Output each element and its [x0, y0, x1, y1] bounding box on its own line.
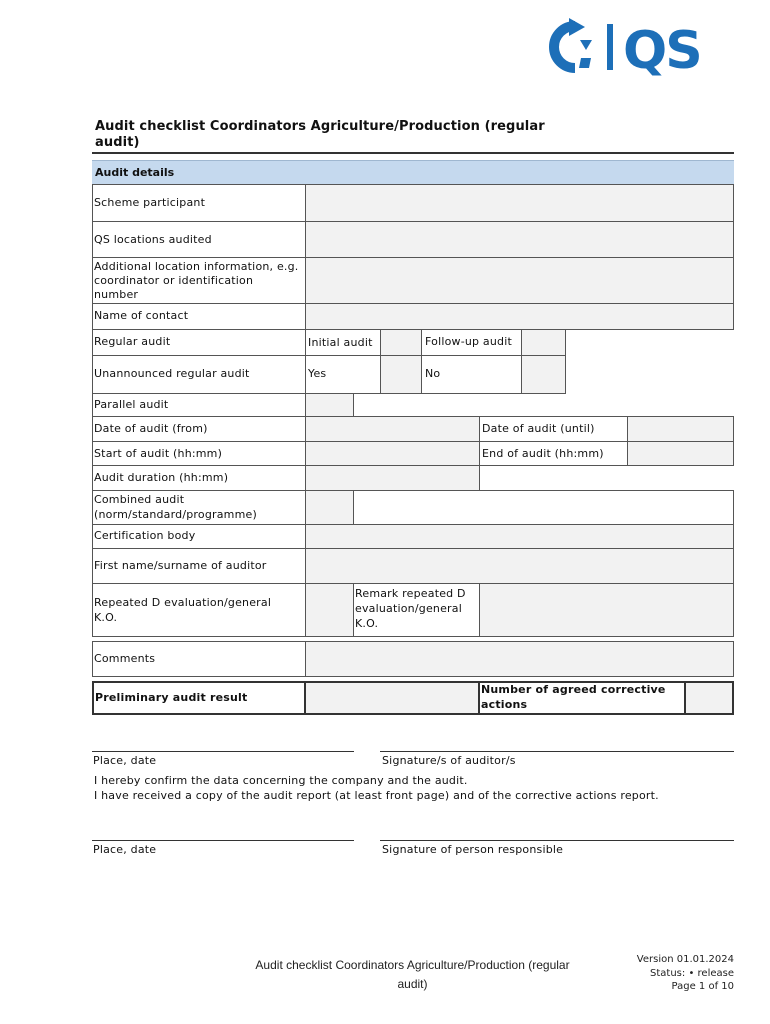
label-cell — [92, 184, 306, 222]
initial-audit-label: Initial audit — [308, 336, 373, 349]
combined-audit-label-1: Combined audit — [94, 493, 185, 506]
remark-repeated-d-label-2: evaluation/general — [355, 602, 462, 615]
yes-label: Yes — [308, 367, 327, 380]
footer-status: Status: • release — [650, 967, 734, 979]
certification-body-field[interactable] — [305, 524, 734, 549]
qs-locations-label: QS locations audited — [94, 233, 212, 246]
follow-up-audit-checkbox[interactable] — [521, 329, 566, 356]
signature-line[interactable] — [380, 840, 734, 841]
label-cell — [92, 303, 306, 330]
end-of-audit-label: End of audit (hh:mm) — [482, 447, 604, 460]
repeated-d-label-1: Repeated D evaluation/general — [94, 596, 272, 609]
regular-audit-label: Regular audit — [94, 335, 171, 348]
end-of-audit-field[interactable] — [627, 441, 734, 466]
title-divider — [92, 152, 734, 154]
yes-checkbox[interactable] — [380, 355, 422, 394]
logo-text: QS — [623, 21, 701, 76]
label-cell — [421, 329, 522, 356]
agreed-corrective-field[interactable] — [684, 681, 734, 715]
label-cell — [92, 465, 306, 491]
label-cell — [92, 257, 306, 304]
label-cell — [479, 416, 628, 442]
additional-info-label-3: number — [94, 288, 139, 301]
remark-repeated-d-label-1: Remark repeated D — [355, 587, 466, 600]
scheme-participant-field[interactable] — [305, 184, 734, 222]
remark-repeated-d-label-3: K.O. — [355, 617, 379, 630]
repeated-d-checkbox[interactable] — [305, 583, 354, 637]
comments-field[interactable] — [305, 641, 734, 677]
date-until-label: Date of audit (until) — [482, 422, 595, 435]
section-title: Audit details — [95, 166, 175, 179]
confirmation-text-1: I hereby confirm the data concerning the company and the audit. — [94, 774, 468, 787]
responsible-signature-label: Signature of person responsible — [382, 843, 564, 856]
confirmation-text-2: I have received a copy of the audit report (at least front page) and of the corrective actions report. — [94, 789, 659, 802]
agreed-corrective-label-2: actions — [481, 698, 528, 711]
label-cell — [92, 490, 306, 525]
signature-line[interactable] — [380, 751, 734, 752]
footer-title-line-1: Audit checklist Coordinators Agriculture/Production (regular — [255, 958, 570, 972]
additional-info-label-2: coordinator or identification — [94, 274, 254, 287]
scheme-participant-label: Scheme participant — [94, 196, 206, 209]
no-checkbox[interactable] — [521, 355, 566, 394]
follow-up-audit-label: Follow-up audit — [425, 335, 512, 348]
unannounced-audit-label: Unannounced regular audit — [94, 367, 250, 380]
preliminary-result-label: Preliminary audit result — [95, 691, 248, 704]
start-of-audit-label: Start of audit (hh:mm) — [94, 447, 223, 460]
label-cell — [92, 416, 306, 442]
additional-info-field[interactable] — [305, 257, 734, 304]
initial-audit-checkbox[interactable] — [380, 329, 422, 356]
label-cell — [92, 548, 306, 584]
document-title: Audit checklist Coordinators Agriculture/Production (regular audit) — [95, 119, 545, 150]
combined-audit-checkbox[interactable] — [305, 490, 354, 525]
label-cell — [479, 441, 628, 466]
label-cell — [305, 329, 381, 356]
label-cell — [92, 393, 306, 417]
place-date-label: Place, date — [93, 754, 157, 767]
footer-title-line-2: audit) — [397, 977, 428, 991]
label-cell — [92, 221, 306, 258]
footer-version: Version 01.01.2024 — [636, 954, 734, 965]
name-of-contact-label: Name of contact — [94, 309, 189, 322]
repeated-d-label-2: K.O. — [94, 611, 118, 624]
label-cell — [92, 524, 306, 549]
parallel-audit-checkbox[interactable] — [305, 393, 354, 417]
remark-repeated-d-field[interactable] — [479, 583, 734, 637]
audit-duration-field[interactable] — [305, 465, 480, 491]
label-cell — [353, 583, 480, 637]
label-cell — [92, 641, 306, 677]
date-until-field[interactable] — [627, 416, 734, 442]
date-from-label: Date of audit (from) — [94, 422, 208, 435]
combined-audit-field[interactable] — [353, 490, 734, 525]
parallel-audit-label: Parallel audit — [94, 398, 169, 411]
footer-page-number: Page 1 of 10 — [671, 981, 734, 992]
preliminary-result-field[interactable] — [304, 681, 480, 715]
start-of-audit-field[interactable] — [305, 441, 480, 466]
date-from-field[interactable] — [305, 416, 480, 442]
auditor-name-field[interactable] — [305, 548, 734, 584]
section-header — [92, 160, 734, 184]
place-date-label: Place, date — [93, 843, 157, 856]
label-cell — [92, 329, 306, 356]
signature-line[interactable] — [92, 840, 354, 841]
footer-meta — [637, 953, 734, 994]
auditor-signature-label: Signature/s of auditor/s — [382, 754, 516, 767]
label-cell — [92, 355, 306, 394]
auditor-name-label: First name/surname of auditor — [94, 559, 267, 572]
combined-audit-label-2: (norm/standard/programme) — [94, 508, 257, 521]
qs-locations-field[interactable] — [305, 221, 734, 258]
footer-title — [225, 956, 600, 994]
label-cell — [421, 355, 522, 394]
signature-line[interactable] — [92, 751, 354, 752]
name-of-contact-field[interactable] — [305, 303, 734, 330]
qs-logo — [545, 18, 735, 76]
label-cell — [305, 355, 381, 394]
certification-body-label: Certification body — [94, 529, 196, 542]
label-cell — [92, 441, 306, 466]
audit-duration-label: Audit duration (hh:mm) — [94, 471, 229, 484]
comments-label: Comments — [94, 652, 156, 665]
label-cell — [92, 681, 306, 715]
additional-info-label-1: Additional location information, e.g. — [94, 260, 299, 273]
agreed-corrective-label-1: Number of agreed corrective — [481, 683, 666, 696]
no-label: No — [425, 367, 441, 380]
label-cell — [478, 681, 686, 715]
label-cell — [92, 583, 306, 637]
